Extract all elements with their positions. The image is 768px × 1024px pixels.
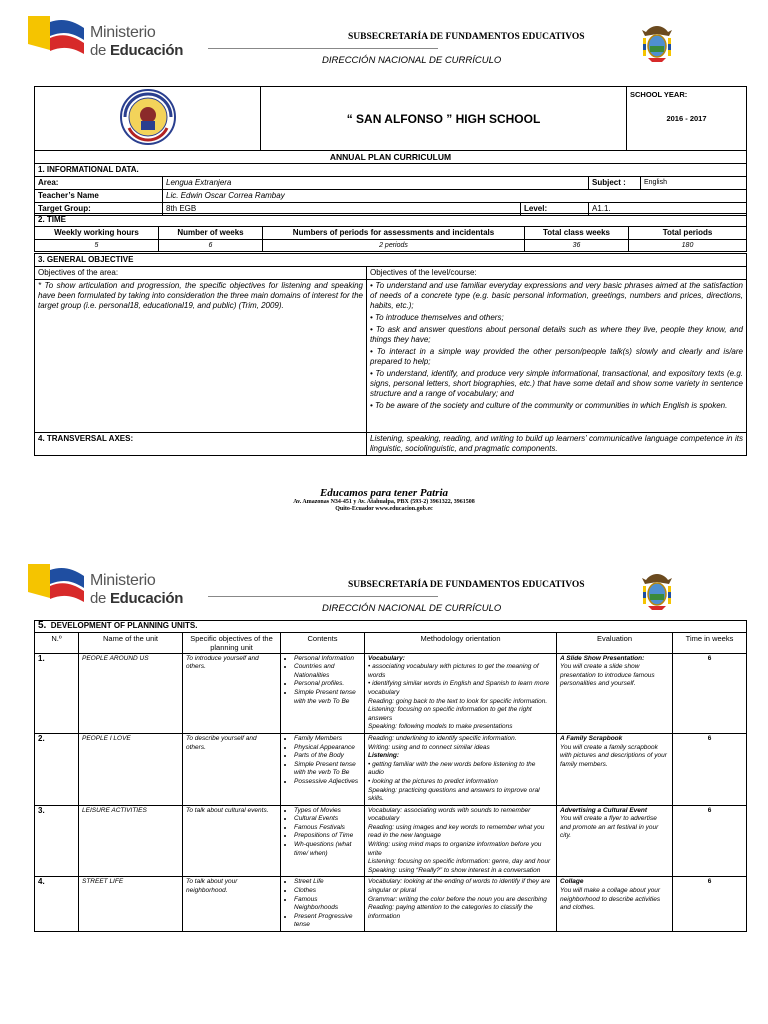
footer-city: Quito-Ecuador www.educacion.gob.ec <box>335 506 433 512</box>
footer-1 <box>0 487 768 513</box>
time-header-class-weeks: Total class weeks <box>525 227 629 240</box>
time-header-total: Total periods <box>629 227 747 240</box>
unit-objective: To talk about cultural events. <box>183 805 281 877</box>
direccion-title: DIRECCIÓN NACIONAL DE CURRÍCULO <box>322 55 502 66</box>
ministry-line2: de Educación <box>90 590 184 607</box>
content-item: • Street Life <box>294 878 361 887</box>
method-line: Writing: using mind maps to organize information before you write <box>368 841 542 857</box>
general-section-title: 3. GENERAL OBJECTIVE <box>35 254 747 267</box>
unit-number: 3. <box>35 805 79 877</box>
ecuador-crest-icon <box>640 572 674 612</box>
content-item: • Cultural Events <box>294 815 361 824</box>
evaluation-text: You will create a slide show presentation to introduce famous personalities and yourself. <box>560 663 655 688</box>
school-name-cell: “ SAN ALFONSO ” HIGH SCHOOL <box>261 87 627 151</box>
time-table <box>34 213 747 252</box>
content-item: • Clothes <box>294 887 361 896</box>
method-line: Reading: underlining to identify specific information. <box>368 734 517 742</box>
school-emblem-cell <box>35 87 261 151</box>
ecuador-crest-icon <box>640 24 674 64</box>
time-value-weekly: 5 <box>35 240 159 252</box>
ministry-flag-icon <box>28 16 86 60</box>
unit-number: 1. <box>35 653 79 733</box>
level-objective-item: • To understand, identify, and produce very simple informational, transactional, and expository texts (e.g. signs, personal letters, short biographies, etc.) that have some detail and show some variety in sentence structure and a range of vocabulary; and <box>370 369 743 398</box>
unit-name: PEOPLE I LOVE <box>79 733 183 805</box>
direccion-title: DIRECCIÓN NACIONAL DE CURRÍCULO <box>322 603 502 614</box>
method-line: Grammar: writing the color before the noun you are describing <box>368 895 547 903</box>
level-objectives-header: Objectives of the level/course: <box>367 267 747 280</box>
units-header-weeks: Time in weeks <box>673 632 747 653</box>
unit-objective: To talk about your neighborhood. <box>183 877 281 932</box>
footer-address: Av. Amazonas N34-451 y Av. Atahualpa, PBX (593-2) 3961322, 3961508 <box>293 499 475 505</box>
time-value-weeks: 6 <box>159 240 263 252</box>
transversal-text: Listening, speaking, reading, and writing to build up learners’ communicative language competence in its linguistic, sociolinguistic, and pragmatic components. <box>367 433 747 456</box>
unit-evaluation <box>557 805 673 877</box>
method-line: • looking at the pictures to predict information <box>368 777 498 785</box>
level-objective-item: • To understand and use familiar everyday expressions and very basic phrases aimed at the satisfaction of needs of a concrete type (e.g. basic personal information, greetings, numbers and prices, directions, habits, etc.); <box>370 281 743 310</box>
unit-number: 4. <box>35 877 79 932</box>
time-header-weekly: Weekly working hours <box>35 227 159 240</box>
time-header-weeks: Number of weeks <box>159 227 263 240</box>
units-header-methodology: Methodology orientation <box>365 632 557 653</box>
unit-methodology <box>365 733 557 805</box>
content-item: • Personal Information <box>294 655 361 664</box>
subsecretaria-title: SUBSECRETARÍA DE FUNDAMENTOS EDUCATIVOS <box>348 32 585 42</box>
level-objectives-list <box>367 280 747 433</box>
school-emblem-icon <box>119 88 177 146</box>
subject-label: Subject : <box>589 177 641 190</box>
method-line: Reading: going back to the text to look for specific information. <box>368 697 548 705</box>
unit-contents <box>281 653 365 733</box>
planning-units-table <box>34 620 747 932</box>
unit-name: PEOPLE AROUND US <box>79 653 183 733</box>
school-year-label: SCHOOL YEAR: <box>630 90 688 99</box>
time-value-class-weeks: 36 <box>525 240 629 252</box>
subsecretaria-title: SUBSECRETARÍA DE FUNDAMENTOS EDUCATIVOS <box>348 580 585 590</box>
unit-weeks: 6 <box>673 733 747 805</box>
method-line: Reading: using images and key words to remember what you read in the new language <box>368 823 545 840</box>
content-item: • Present Progressive tense <box>294 913 361 930</box>
content-item: • Possessive Adjectives <box>294 778 361 787</box>
evaluation-title: Collage <box>560 878 584 886</box>
level-value: A1.1. <box>589 203 747 216</box>
area-objectives-header: Objectives of the area: <box>35 267 367 280</box>
level-objective-item: • To be aware of the society and culture of the community or communities in which English is spoken. <box>370 401 728 410</box>
content-item: • Family Members <box>294 735 361 744</box>
footer-motto: Educamos para tener Patria <box>319 487 449 499</box>
content-item: • Famous Festivals <box>294 824 361 833</box>
level-objective-item: • To interact in a simple way provided the other person/people talk(s) slowly and clearly and is/are prepared to help; <box>370 347 743 366</box>
method-line: Vocabulary: <box>368 654 405 662</box>
unit-evaluation <box>557 877 673 932</box>
level-label: Level: <box>521 203 589 216</box>
unit-weeks: 6 <box>673 805 747 877</box>
informational-table <box>34 163 747 216</box>
method-line: • associating vocabulary with pictures to get the meaning of words <box>368 663 539 679</box>
content-item: • Physical Appearance <box>294 744 361 753</box>
content-item: • Wh-questions (what time/ when) <box>294 841 361 858</box>
method-line: Listening: focusing on specific information: genre, day and hour <box>368 858 551 866</box>
time-value-total: 180 <box>629 240 747 252</box>
unit-methodology <box>365 805 557 877</box>
ministry-line1: Ministerio <box>90 24 156 41</box>
plan-title: ANNUAL PLAN CURRICULUM <box>35 151 747 164</box>
method-line: • identifying similar words in English and Spanish to learn more vocabulary <box>368 680 550 696</box>
unit-objective: To introduce yourself and others. <box>183 653 281 733</box>
unit-name: LEISURE ACTIVITIES <box>79 805 183 877</box>
level-objective-item: • To ask and answer questions about personal details such as where they live, people they know, and things they have; <box>370 325 743 344</box>
method-line: • getting familiar with the new words before listening to the audio <box>368 760 536 777</box>
unit-row <box>35 805 747 877</box>
level-objective-item: • To introduce themselves and others; <box>370 313 504 322</box>
units-header-n: N.º <box>35 632 79 653</box>
time-value-periods: 2 periods <box>263 240 525 252</box>
unit-row <box>35 653 747 733</box>
units-header-objectives: Specific objectives of the planning unit <box>183 632 281 653</box>
method-line: Vocabulary: looking at the ending of words to identify if they are singular or plural <box>368 878 551 895</box>
school-year-cell <box>627 87 747 151</box>
ministry-line1: Ministerio <box>90 572 156 589</box>
evaluation-title: Advertising a Cultural Event <box>560 806 648 814</box>
unit-name: STREET LIFE <box>79 877 183 932</box>
units-section-title: 5. DEVELOPMENT OF PLANNING UNITS. <box>35 621 747 633</box>
area-label: Area: <box>35 177 163 190</box>
area-value: Lengua Extranjera <box>163 177 589 190</box>
unit-row <box>35 877 747 932</box>
general-objective-table <box>34 253 747 456</box>
unit-methodology <box>365 653 557 733</box>
evaluation-title: A Slide Show Presentation: <box>560 654 645 662</box>
group-value: 8th EGB <box>163 203 521 216</box>
unit-evaluation <box>557 733 673 805</box>
method-line: Speaking: practicing questions and answers to improve oral skills. <box>368 786 540 803</box>
ministry-flag-icon <box>28 564 86 608</box>
method-line: Listening: <box>368 752 400 760</box>
unit-contents <box>281 877 365 932</box>
content-item: • Parts of the Body <box>294 752 361 761</box>
unit-methodology <box>365 877 557 932</box>
group-label: Target Group: <box>35 203 163 216</box>
method-line: Reading: paying attention to the categories to classify the information <box>368 904 533 920</box>
content-item: • Countries and Nationalities <box>294 663 361 680</box>
school-year-value: 2016 - 2017 <box>666 114 707 123</box>
units-header-contents: Contents <box>281 632 365 653</box>
unit-contents <box>281 805 365 877</box>
content-item: • Simple Present tense with the verb To Be <box>294 761 361 778</box>
content-item: • Simple Present tense with the verb To Be <box>294 689 361 706</box>
ministry-line2: de Educación <box>90 42 184 59</box>
transversal-label: 4. TRANSVERSAL AXES: <box>35 433 367 456</box>
subject-value: English <box>641 177 747 190</box>
area-objectives-text: * To show articulation and progression, the specific objectives for listening and speaking have been formulated by taking into consideration the three main domains of interest for the target group (i.e. personal18, educational19, and public) (Trim, 2009). <box>35 280 367 433</box>
units-header-evaluation: Evaluation <box>557 632 673 653</box>
school-header-table <box>34 86 747 164</box>
evaluation-text: You will make a collage about your neighborhood to describe activities and clothes. <box>560 887 661 912</box>
evaluation-title: A Family Scrapbook <box>560 734 623 742</box>
method-line: Speaking: using “Really?” to show interest in a conversation <box>368 866 541 874</box>
time-header-periods: Numbers of periods for assessments and incidentals <box>263 227 525 240</box>
method-line: Vocabulary: associating words with sounds to remember vocabulary <box>368 806 531 823</box>
header-rule <box>208 596 438 597</box>
teacher-label: Teacher’s Name <box>35 190 163 203</box>
content-item: • Famous Neighborhoods <box>294 896 361 913</box>
unit-weeks: 6 <box>673 877 747 932</box>
unit-evaluation <box>557 653 673 733</box>
unit-contents <box>281 733 365 805</box>
page-2 <box>0 548 768 1024</box>
content-item: • Types of Movies <box>294 807 361 816</box>
ministry-logo <box>28 16 188 66</box>
unit-number: 2. <box>35 733 79 805</box>
unit-row <box>35 733 747 805</box>
unit-objective: To describe yourself and others. <box>183 733 281 805</box>
evaluation-text: You will create a flyer to advertise and promote an art festival in your city. <box>560 815 659 840</box>
info-section-title: 1. INFORMATIONAL DATA. <box>35 164 747 177</box>
units-header-name: Name of the unit <box>79 632 183 653</box>
time-section-title: 2. TIME <box>35 214 747 227</box>
method-line: Listening: focusing on specific information to get the right answers <box>368 706 532 722</box>
method-line: Writing: using and to connect similar ideas <box>368 743 490 751</box>
content-item: • Personal profiles. <box>294 680 361 689</box>
content-item: • Prepositions of Time <box>294 832 361 841</box>
evaluation-text: You will create a family scrapbook with pictures and descriptions of your family members. <box>560 743 667 768</box>
teacher-value: Lic. Edwin Oscar Correa Rambay <box>163 190 747 203</box>
unit-weeks: 6 <box>673 653 747 733</box>
method-line: Speaking: following models to make presentations <box>368 723 513 731</box>
ministry-logo <box>28 564 188 614</box>
header-rule <box>208 48 438 49</box>
